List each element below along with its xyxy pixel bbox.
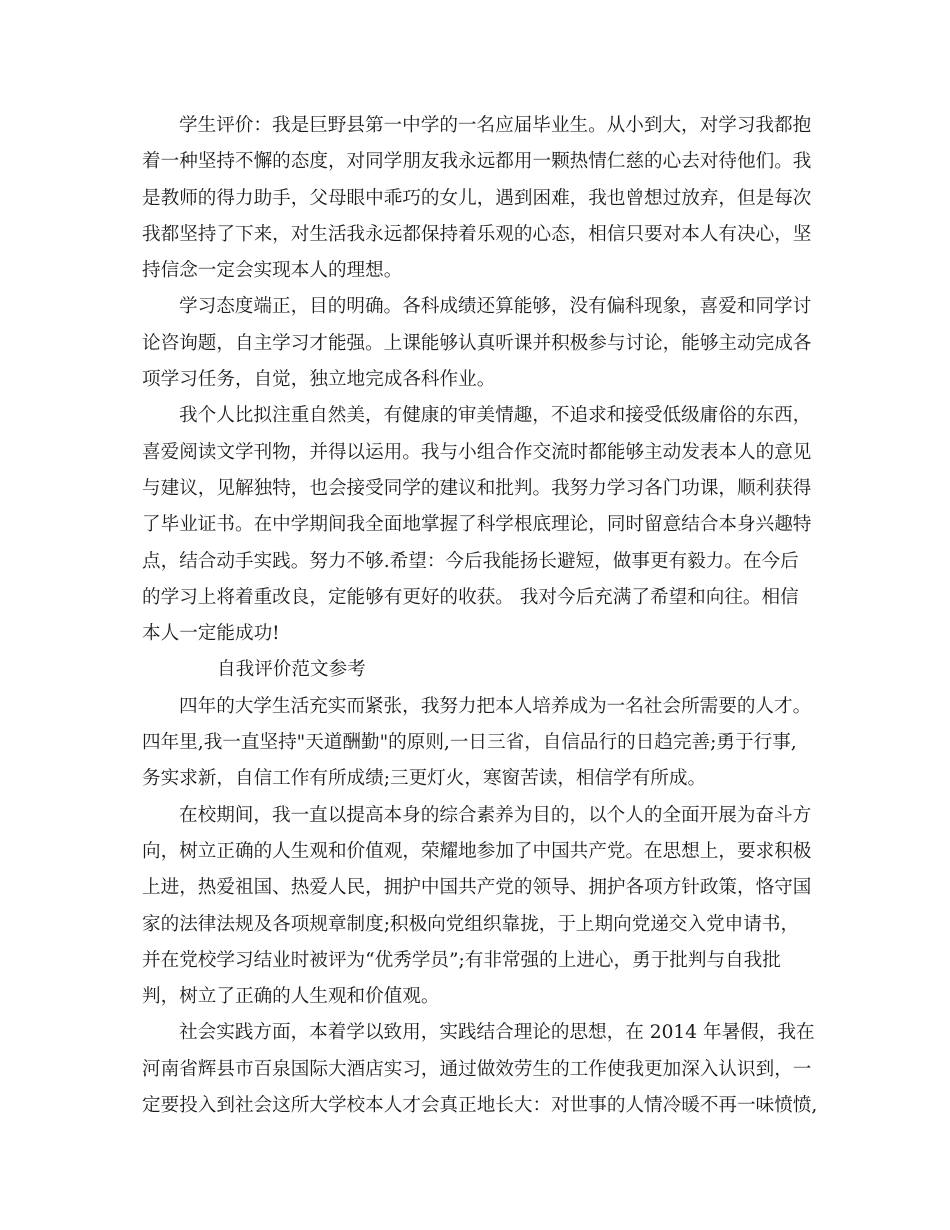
text-line: 是教师的得力助手，父母眼中乖巧的女儿，遇到困难，我也曾想过放弃，但是每次 [142,187,812,209]
text-line: 持信念一定会实现本人的理想。 [142,260,403,282]
text-line: 向，树立正确的人生观和价值观，荣耀地参加了中国共产党。在思想上，要求积极 [142,840,812,862]
text-line: 本人一定能成功! [142,623,280,645]
text-line: 务实求新，自信工作有所成绩;三更灯火，寒窗苦读，相信学有所成。 [142,768,707,790]
text-line: 学习态度端正，目的明确。各科成绩还算能够，没有偏科现象，喜爱和同学讨 [179,296,812,318]
text-line: 四年的大学生活充实而紧张，我努力把本人培养成为一名社会所需要的人才。 [179,695,812,717]
text-line: 喜爱阅读文学刊物，并得以运用。我与小组合作交流时都能够主动发表本人的意见 [142,441,812,463]
text-line: 我个人比拟注重自然美，有健康的审美情趣，不追求和接受低级庸俗的东西， [179,405,812,427]
text-line: 河南省辉县市百泉国际大酒店实习，通过做效劳生的工作使我更加深入认识到，一 [142,1058,812,1080]
text-line: 与建议，见解独特，也会接受同学的建议和批判。我努力学习各门功课，顺利获得 [142,477,812,499]
text-line: 我都坚持了下来，对生活我永远都保持着乐观的心态，相信只要对本人有决心，坚 [142,223,812,245]
text-line: 四年里,我一直坚持"天道酬勤"的原则,一日三省，自信品行的日趋完善;勇于行事, [142,732,797,754]
text-line: 在校期间，我一直以提高本身的综合素养为目的，以个人的全面开展为奋斗方 [179,804,812,826]
text-line: 学生评价：我是巨野县第一中学的一名应届毕业生。从小到大，对学习我都抱 [179,115,812,136]
text-line: 家的法律法规及各项规章制度;积极向党组织靠拢，于上期向党递交入党申请书， [142,913,800,935]
text-line: 着一种坚持不懈的态度，对同学朋友我永远都用一颗热情仁慈的心去对待他们。我 [142,151,812,173]
text-line: 点，结合动手实践。努力不够.希望：今后我能扬长避短，做事更有毅力。在今后 [142,550,799,572]
text-line: 了毕业证书。在中学期间我全面地掌握了科学根底理论，同时留意结合本身兴趣特 [142,514,812,536]
text-line: 社会实践方面，本着学以致用，实践结合理论的思想，在 2014 年暑假，我在 [179,1022,815,1044]
document-body [142,108,822,1124]
text-line: 并在党校学习结业时被评为“优秀学员”;有非常强的上进心，勇于批判与自我批 [142,949,781,971]
text-line: 上进，热爱祖国、热爱人民，拥护中国共产党的领导、拥护各项方针政策，恪守国 [142,877,812,899]
text-line: 的学习上将着重改良，定能够有更好的收获。 我对今后充满了希望和向往。相信 [142,586,799,608]
text-line: 判，树立了正确的人生观和价值观。 [142,986,440,1008]
text-line: 定要投入到社会这所大学校本人才会真正地长大：对世事的人情冷暖不再一味愤愤, [142,1095,818,1117]
text-line: 论咨询题，自主学习才能强。上课能够认真听课并积极参与讨论，能够主动完成各 [142,332,812,354]
section-heading: 自我评价范文参考 [217,659,366,681]
text-line: 项学习任务，自觉，独立地完成各科作业。 [142,369,496,391]
